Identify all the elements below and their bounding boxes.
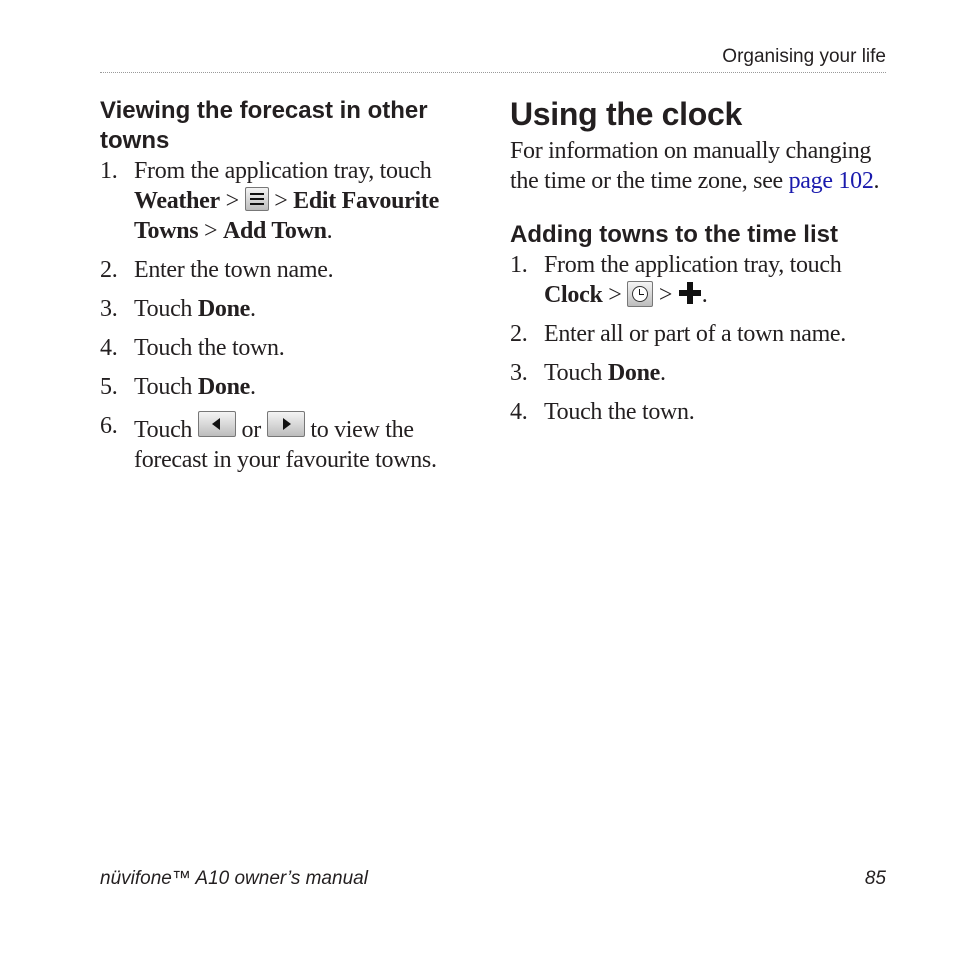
step-number: 4. bbox=[510, 399, 528, 425]
list-item bbox=[510, 397, 890, 427]
punctuation: . bbox=[659, 360, 666, 386]
step-number: 6. bbox=[100, 413, 118, 439]
menu-icon bbox=[245, 187, 269, 211]
step-number: 1. bbox=[510, 252, 528, 278]
running-header: Organising your life bbox=[722, 46, 886, 67]
intro-paragraph bbox=[510, 136, 890, 196]
step-text: Touch bbox=[134, 296, 198, 322]
list-item bbox=[100, 411, 460, 475]
step-text: Enter all or part of a town name. bbox=[544, 321, 846, 347]
add-town-label: Add Town bbox=[222, 218, 327, 244]
edit-favourite-towns-label: Edit Favourite Towns bbox=[134, 188, 439, 244]
list-item bbox=[100, 156, 460, 246]
step-number: 2. bbox=[100, 257, 118, 283]
plus-icon bbox=[678, 281, 702, 305]
punctuation: . bbox=[326, 218, 333, 244]
punctuation: . bbox=[249, 296, 256, 322]
punctuation: . bbox=[701, 282, 708, 308]
done-label: Done bbox=[197, 296, 250, 322]
right-arrow-icon bbox=[267, 411, 305, 437]
punctuation: . bbox=[249, 374, 256, 400]
list-item bbox=[510, 358, 890, 388]
step-text: Touch bbox=[134, 417, 198, 443]
left-arrow-icon bbox=[198, 411, 236, 437]
page-number: 85 bbox=[864, 868, 886, 889]
list-item bbox=[100, 294, 460, 324]
forecast-steps bbox=[100, 156, 460, 475]
right-column bbox=[510, 96, 890, 436]
step-number: 1. bbox=[100, 158, 118, 184]
left-column bbox=[100, 96, 460, 484]
step-text: to view the forecast in your favourite towns. bbox=[134, 417, 437, 473]
header-divider bbox=[100, 72, 886, 73]
step-text: Touch bbox=[544, 360, 608, 386]
step-text: Touch bbox=[134, 374, 198, 400]
separator: > bbox=[653, 282, 678, 308]
list-item bbox=[100, 333, 460, 363]
list-item bbox=[510, 319, 890, 349]
step-number: 5. bbox=[100, 374, 118, 400]
step-text: Touch the town. bbox=[544, 399, 695, 425]
step-text: Enter the town name. bbox=[134, 257, 334, 283]
intro-text: For information on manually changing the time or the time zone, see bbox=[510, 138, 872, 194]
step-text: or bbox=[235, 417, 267, 443]
clock-label: Clock bbox=[544, 282, 603, 308]
weather-label: Weather bbox=[134, 188, 220, 214]
step-number: 2. bbox=[510, 321, 528, 347]
step-text: From the application tray, touch bbox=[544, 252, 842, 278]
list-item bbox=[100, 255, 460, 285]
separator: > bbox=[268, 188, 294, 214]
footer-manual-title: nüvifone™ A10 owner’s manual bbox=[100, 868, 368, 889]
page-title: Using the clock bbox=[510, 96, 743, 132]
separator: > bbox=[219, 188, 245, 214]
done-label: Done bbox=[197, 374, 250, 400]
done-label: Done bbox=[607, 360, 660, 386]
adding-towns-steps bbox=[510, 250, 890, 427]
step-text: Touch the town. bbox=[134, 335, 285, 361]
step-number: 3. bbox=[510, 360, 528, 386]
step-text: From the application tray, touch bbox=[134, 158, 432, 184]
clock-icon bbox=[627, 281, 653, 307]
list-item bbox=[510, 250, 890, 310]
separator: > bbox=[602, 282, 628, 308]
forecast-heading: Viewing the forecast in other towns bbox=[100, 97, 428, 154]
page-link[interactable]: page 102 bbox=[788, 168, 874, 194]
adding-towns-heading: Adding towns to the time list bbox=[510, 221, 838, 248]
step-number: 3. bbox=[100, 296, 118, 322]
list-item bbox=[100, 372, 460, 402]
punctuation: . bbox=[873, 168, 880, 194]
separator: > bbox=[198, 218, 223, 244]
step-number: 4. bbox=[100, 335, 118, 361]
